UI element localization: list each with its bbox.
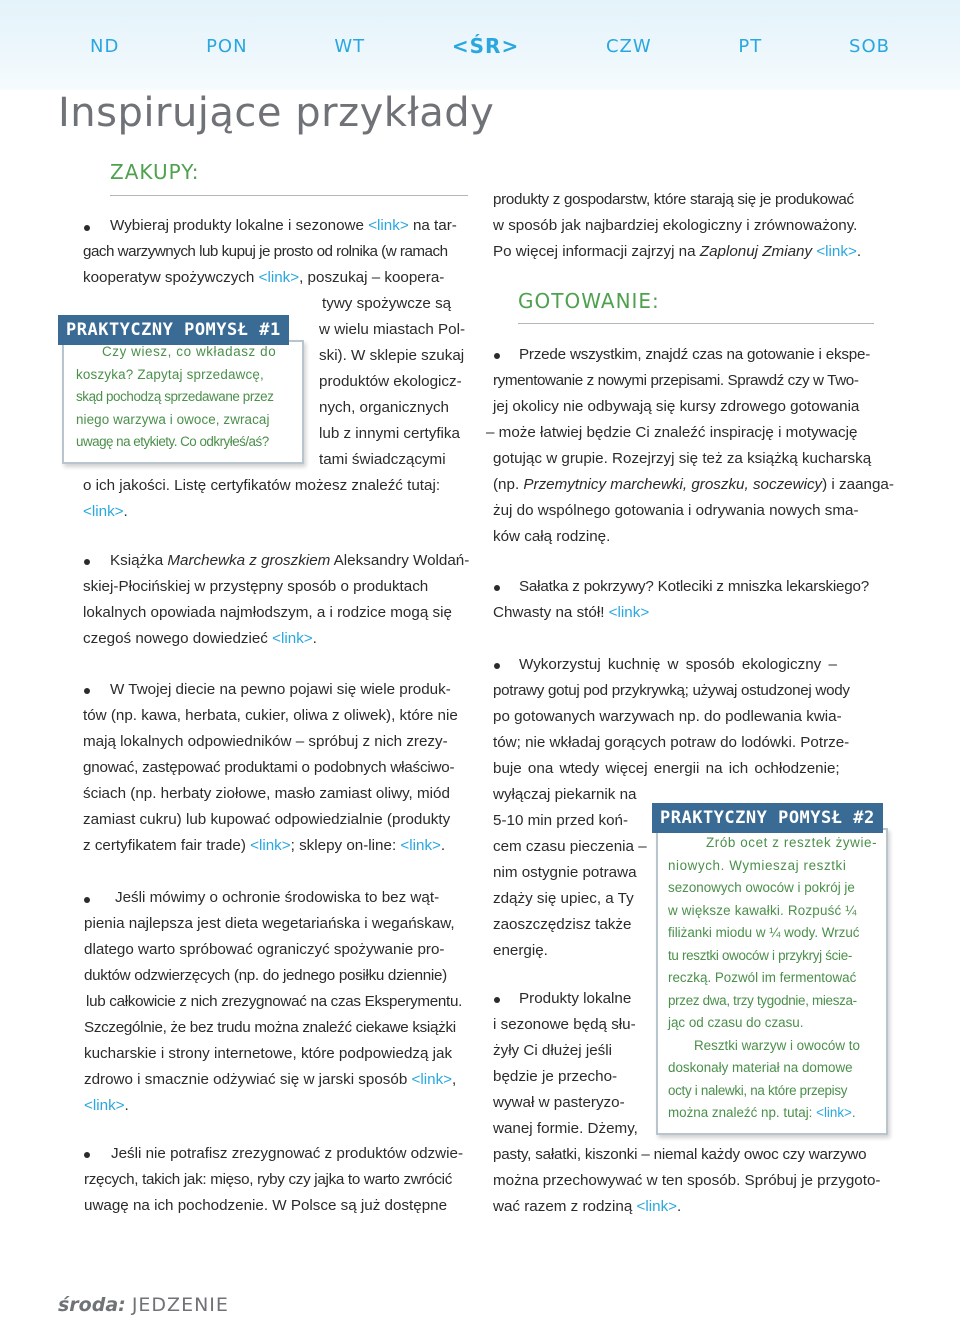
text-line: niowych. Wymieszaj resztki	[668, 857, 847, 873]
text-line: można przechowywać w ten sposób. Spróbuj je przygoto-	[493, 1172, 881, 1189]
text-line: wyłączaj piekarnik na	[493, 786, 637, 803]
text-line: z certyfikatem fair trade)	[83, 837, 251, 854]
text-line: nim ostygnie potrawa	[493, 864, 637, 881]
text-line: , poszukaj – koopera-	[299, 269, 445, 286]
text-line: ) i zaanga-	[822, 476, 894, 493]
text-line: Zrób ocet z resztek żywie-	[706, 835, 878, 850]
text-line: sezonowych owoców i pokrój je	[668, 880, 855, 895]
text-line: jąc od czasu do czasu.	[668, 1015, 804, 1030]
text-line: duktów odzwierzęcych (np. do jednego posiłku dziennie)	[84, 967, 447, 984]
text-line: w wielu miastach Pol-	[319, 321, 466, 338]
text-line: i sezonowe będą słu-	[493, 1016, 636, 1033]
text-line: energię.	[493, 942, 548, 959]
text-line: nych, organicznych	[319, 399, 450, 416]
text-line: wać razem z rodziną	[493, 1198, 637, 1215]
text-line: .	[124, 1097, 129, 1114]
text-line: ; sklepy on-line:	[290, 837, 401, 854]
text-line: kucharskie i strony internetowe, które podpowiedzą jak	[84, 1045, 453, 1062]
text-line: lub z innymi certyfika	[319, 425, 460, 442]
text-line: Aleksandry Woldań-	[330, 552, 470, 569]
text-line: przez dwa, trzy tygodnie, miesza-	[668, 992, 857, 1008]
zakupy-paragraph-2	[83, 548, 473, 652]
heading-rule	[518, 323, 874, 324]
text-line: ków całą rodzinę.	[493, 528, 611, 545]
zakupy-paragraph-4	[84, 885, 474, 1119]
text-line: (np.	[493, 476, 524, 493]
text-line: wanej formie. Dżemy,	[493, 1120, 638, 1137]
zakupy-paragraph-1	[83, 213, 468, 291]
text-line: Książka	[110, 552, 168, 569]
nav-day-pt[interactable]: PT	[738, 35, 763, 57]
nav-day-sob[interactable]: SOB	[849, 35, 890, 57]
text-line: Chwasty na stół!	[493, 604, 609, 621]
text-line: zdrowo i smacznie odżywiać się w jarski sposób	[84, 1071, 412, 1088]
text-line: tu resztki owoców i przykryj ście-	[668, 947, 853, 963]
text-line: tywy spożywcze są	[322, 295, 452, 312]
text-line: buje ona wtedy więcej energii na ich ochłodzenie;	[493, 760, 840, 777]
book-title: Przemytnicy marchewki, groszku, soczewicy	[523, 476, 823, 493]
text-line: w sposób jak najbardziej ekologiczny i zrównoważony.	[493, 217, 858, 234]
heading-rule	[110, 195, 468, 196]
text-line: ściach (np. herbaty ziołowe, masło zamiast oliwy, miód	[83, 785, 450, 802]
text-line: produkty z gospodarstw, które starają się je produkować	[493, 191, 854, 208]
nav-day-sr-current[interactable]: <ŚR>	[451, 34, 520, 58]
nav-day-czw[interactable]: CZW	[605, 35, 652, 57]
text-line: uwagę na ich pochodzenie. W Polsce są już dostępne	[84, 1197, 448, 1214]
text-line: Wybieraj produkty lokalne i sezonowe	[110, 217, 369, 234]
link[interactable]: <link>	[636, 1198, 678, 1215]
text-line: żuj do wspólnego gotowania i odrywania nowych sma-	[493, 502, 859, 519]
text-line: produktów ekologicz-	[319, 373, 462, 390]
text-line: .	[856, 243, 862, 260]
page-title: Inspirujące przykłady	[58, 90, 495, 136]
text-line: niego warzywa i owoce, zwracaj	[76, 411, 270, 427]
text-line: lub całkowicie z nich zrezygnować na czas Eksperymentu.	[86, 993, 463, 1010]
link[interactable]: <link>	[411, 1071, 453, 1088]
link[interactable]: <link>	[816, 243, 857, 260]
text-line: .	[123, 503, 128, 520]
nav-day-nd[interactable]: ND	[90, 35, 120, 57]
section-heading-gotowanie: GOTOWANIE:	[518, 289, 660, 313]
gotowanie-paragraph-1	[486, 342, 894, 550]
text-line: Jeśli nie potrafisz zrezygnować z produktów odzwie-	[111, 1145, 463, 1162]
zakupy-paragraph-1-end	[83, 473, 473, 525]
gotowanie-paragraph-2	[493, 574, 893, 626]
nav-day-pon[interactable]: PON	[206, 35, 248, 57]
text-line: rymentowanie z nowymi przepisami. Sprawdź czy w Two-	[493, 372, 859, 389]
text-line: tami świadczącymi	[319, 451, 446, 468]
text-line: Czy wiesz, co wkładasz do	[102, 344, 277, 359]
text-line: gotując w grupie. Rozejrzyj się też za książką kucharską	[493, 450, 872, 467]
link[interactable]: <link>	[258, 269, 300, 286]
text-line: pienia najlepsza jest dieta wegetariańska i wegańskaw,	[84, 915, 455, 932]
text-line: .	[312, 630, 317, 647]
text-line: Szczególnie, że bez trudu można znaleźć ciekawe książki	[84, 1019, 456, 1036]
link[interactable]: <link>	[368, 217, 409, 234]
text-line: .	[851, 1105, 856, 1120]
text-line: gnować, zastępować produktami o podobnych właściwo-	[83, 759, 455, 776]
text-line: zdąży się upiec, a Ty	[493, 890, 634, 907]
text-line: ,	[452, 1071, 457, 1088]
text-line: Resztki warzyw i owoców to	[694, 1037, 860, 1053]
link[interactable]: <link>	[272, 630, 313, 647]
text-line: Jeśli mówimy o ochronie środowiska to bez wąt-	[115, 889, 440, 906]
text-line: rzęcych, takich jak: mięso, ryby czy jajka to warto zwrócić	[84, 1171, 453, 1188]
text-line: cem czasu pieczenia –	[493, 838, 647, 855]
right-continuation	[493, 187, 893, 265]
link[interactable]: <link>	[83, 503, 124, 520]
day-navigation	[90, 34, 890, 58]
link[interactable]: <link>	[250, 837, 291, 854]
text-line: lokalnych opowiada najmłodszym, a i rodzice mogą się	[83, 604, 452, 621]
text-line: .	[677, 1198, 682, 1215]
practical-tip-1-title: PRAKTYCZNY POMYSŁ #1	[58, 315, 289, 345]
footer-section-label	[58, 1294, 229, 1316]
text-line: uwagę na etykiety. Co odkryłeś/aś?	[76, 434, 269, 449]
site-name: Zaplonuj Zmiany	[699, 243, 813, 260]
text-line: czegoś nowego dowiedzieć	[83, 630, 273, 647]
text-line: Sałatka z pokrzywy? Kotleciki z mniszka lekarskiego?	[519, 578, 870, 595]
zakupy-paragraph-1-wrap	[319, 291, 469, 473]
section-heading-zakupy: ZAKUPY:	[110, 160, 200, 184]
text-line: kooperatyw spożywczych	[83, 269, 259, 286]
book-title: Marchewka z groszkiem	[167, 552, 331, 569]
text-line: potrawy gotuj pod przykrywką; używaj ostudzonej wody	[493, 682, 850, 699]
text-line: doskonały materiał na domowe	[668, 1060, 853, 1075]
zakupy-paragraph-3	[83, 677, 473, 859]
text-line: koszyka? Zapytaj sprzedawcę,	[76, 366, 264, 382]
practical-tip-1-text	[76, 341, 292, 454]
text-line: skiej-Płocińskiej w przystępny sposób o produktach	[83, 578, 429, 595]
text-line: skąd pochodzą sprzedawane przez	[76, 389, 274, 404]
footer-day: środa:	[58, 1294, 126, 1316]
text-line: tów; nie wkładaj gorących potraw do lodówki. Potrze-	[493, 734, 850, 751]
footer-section: JEDZENIE	[131, 1294, 229, 1316]
text-line: jej okolicy nie odbywają się kursy zdrowego gotowania	[493, 398, 860, 415]
text-line: W Twojej diecie na pewno pojawi się wiele produk-	[110, 681, 451, 698]
text-line: w większe kawałki. Rozpuść ¼	[668, 902, 857, 918]
text-line: wywał w pasteryzo-	[493, 1094, 625, 1111]
text-line: gach warzywnych lub kupuj je prosto od rolnika (w ramach	[83, 243, 448, 260]
text-line: zamiast cukru) lub kupować odpowiedzialnie (produkty	[83, 811, 451, 828]
link[interactable]: <link>	[400, 837, 441, 854]
text-line: Produkty lokalne	[519, 990, 632, 1007]
text-line: dlatego warto spróbować ograniczyć spożywanie pro-	[84, 941, 445, 958]
text-line: mają lokalnych odpowiedników – spróbuj z nich zrezy-	[83, 733, 448, 750]
nav-day-wt[interactable]: WT	[334, 35, 366, 57]
zakupy-paragraph-5	[84, 1141, 474, 1219]
text-line: – może łatwiej będzie Ci znaleźć inspirację i motywację	[486, 424, 858, 441]
text-line: Wykorzystuj kuchnię w sposób ekologiczny –	[519, 656, 837, 673]
text-line: 5-10 min przed koń-	[493, 812, 629, 829]
text-line: żyły Ci dłużej jeśli	[493, 1042, 613, 1059]
text-line: Po więcej informacji zajrzyj na	[493, 243, 700, 260]
text-line: zaoszczędzisz także	[493, 916, 632, 933]
text-line: Przede wszystkim, znajdź czas na gotowanie i ekspe-	[519, 346, 871, 363]
practical-tip-2-title: PRAKTYCZNY POMYSŁ #2	[652, 803, 883, 833]
text-line: .	[440, 837, 446, 854]
text-line: będzie je przecho-	[493, 1068, 618, 1085]
text-line: pasty, sałatki, kiszonki – niemal każdy owoc czy warzywo	[493, 1146, 867, 1163]
text-line: po gotowanych warzywach np. do podlewania kwia-	[493, 708, 842, 725]
practical-tip-2-text	[668, 832, 878, 1125]
text-line: filiżanki miodu w ¼ wody. Wrzuć	[668, 925, 860, 940]
link[interactable]: <link>	[84, 1097, 125, 1114]
text-line: ski). W sklepie szukaj	[319, 347, 465, 364]
text-line: reczką. Pozwól im fermentować	[668, 970, 857, 985]
text-line: można znaleźć np. tutaj:	[668, 1105, 817, 1120]
text-line: tów (np. kawa, herbata, cukier, oliwa z oliwek), które nie	[83, 707, 458, 724]
text-line: o ich jakości. Listę certyfikatów możesz znaleźć tutaj:	[83, 477, 441, 494]
link[interactable]: <link>	[608, 604, 650, 621]
link[interactable]: <link>	[816, 1105, 852, 1120]
text-line: na tar-	[408, 217, 457, 234]
text-line: octy i nalewki, na które przepisy	[668, 1082, 848, 1098]
